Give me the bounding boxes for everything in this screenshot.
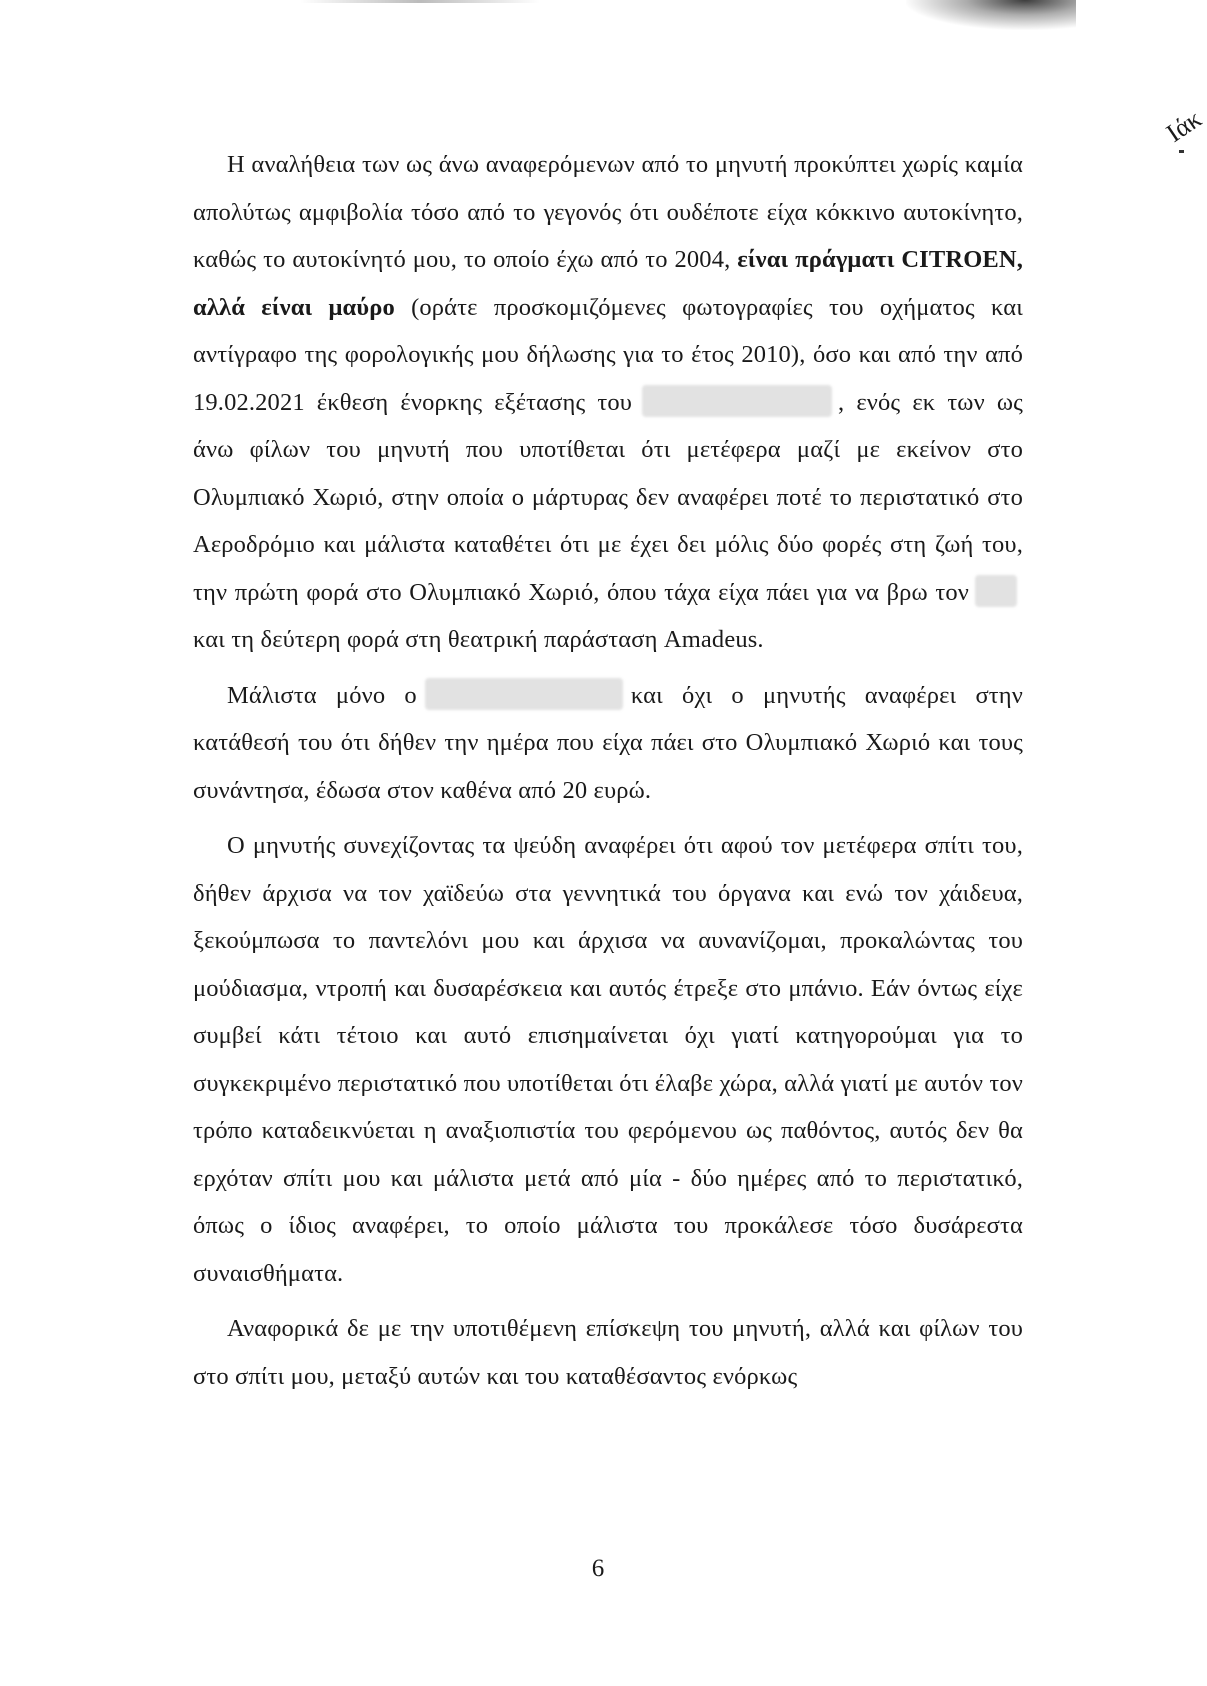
scan-smudge xyxy=(906,0,1076,30)
document-body xyxy=(193,141,1023,1400)
paragraph-4: Αναφορικά δε με την υποτιθέμενη επίσκεψη του μηνυτή, αλλά και φίλων του στο σπίτι μου, μεταξύ αυτών και του καταθέσαντος ενόρκως xyxy=(193,1315,1023,1390)
paragraph-1-text-d: και τη δεύτερη φορά στη θεατρική παράσταση Amadeus. xyxy=(193,626,764,653)
paragraph-1-text-a: Η αναλήθεια των ως άνω αναφερόμενων από το μηνυτή προκύπτει χωρίς καμία απολύτως αμφιβολία τόσο από το γεγονός ότι ουδέποτε είχα κόκκινο αυτοκίνητο, καθώς το αυτοκίνητό μου, το οποίο έχω από το 2004, xyxy=(193,151,1023,273)
page-number: 6 xyxy=(591,1555,605,1582)
paragraph-2-text-a: Μάλιστα μόνο ο xyxy=(227,681,417,709)
paragraph-2 xyxy=(193,672,1023,815)
paragraph-1-text-c: , ενός εκ των ως άνω φίλων του μηνυτή που υποτίθεται ότι μετέφερα μαζί με εκείνον στο Ολυμπιακό Χωριό, στην οποία ο μάρτυρας δεν αναφέρει ποτέ το περιστατικό στο Αεροδρόμιο και μάλιστα καταθέτει ότι με έχει δει μόλις δύο φορές στη ζωή του, την πρώτη φορά στο Ολυμπιακό Χωριό, όπου τάχα είχα πάει για να βρω τον xyxy=(193,388,1023,606)
margin-mark xyxy=(1179,150,1184,153)
paragraph-2-text-b: και όχι ο μηνυτής αναφέρει στην κατάθεσή του ότι δήθεν την ημέρα που είχα πάει στο Ολυμπιακό Χωριό και τους συνάντησα, έδωσα στον καθένα από 20 ευρώ. xyxy=(193,681,1023,804)
paragraph-1-text-b: (οράτε προσκομιζόμενες φωτογραφίες του οχήματος και αντίγραφο της φορολογικής μου δήλωσης για το έτος 2010), όσο και από την από 19.02.2021 έκθεση ένορκης εξέτασης του xyxy=(193,293,1023,416)
scan-edge-mark xyxy=(300,0,540,3)
paragraph-1 xyxy=(193,141,1023,664)
redacted-name-2 xyxy=(975,575,1017,607)
margin-note: Ιάκ xyxy=(1160,104,1207,148)
redacted-name-1 xyxy=(642,385,832,417)
paragraph-1-bold-text: είναι πράγματι CITROEN, αλλά είναι μαύρο xyxy=(193,246,1024,321)
paragraph-3: Ο μηνυτής συνεχίζοντας τα ψεύδη αναφέρει ότι αφού τον μετέφερα σπίτι του, δήθεν άρχισα να τον χαϊδεύω στα γεννητικά του όργανα και ενώ τον χάιδευα, ξεκούμπωσα το παντελόνι μου και άρχισα να αυνανίζομαι, προκαλώντας του μούδιασμα, ντροπή και δυσαρέσκεια και αυτός έτρεξε στο μπάνιο. Εάν όντως είχε συμβεί κάτι τέτοιο και αυτό επισημαίνεται όχι γιατί κατηγορούμαι για το συγκεκριμένο περιστατικό που υποτίθεται ότι έλαβε χώρα, αλλά γιατί με αυτόν τον τρόπο καταδεικνύεται η αναξιοπιστία του φερόμενου ως παθόντος, αυτός δεν θα ερχόταν σπίτι μου και μάλιστα μετά από μία - δύο ημέρες από το περιστατικό, όπως ο ίδιος αναφέρει, το οποίο μάλιστα του προκάλεσε τόσο δυσάρεστα συναισθήματα. xyxy=(193,832,1023,1287)
redacted-name-3 xyxy=(425,678,623,710)
